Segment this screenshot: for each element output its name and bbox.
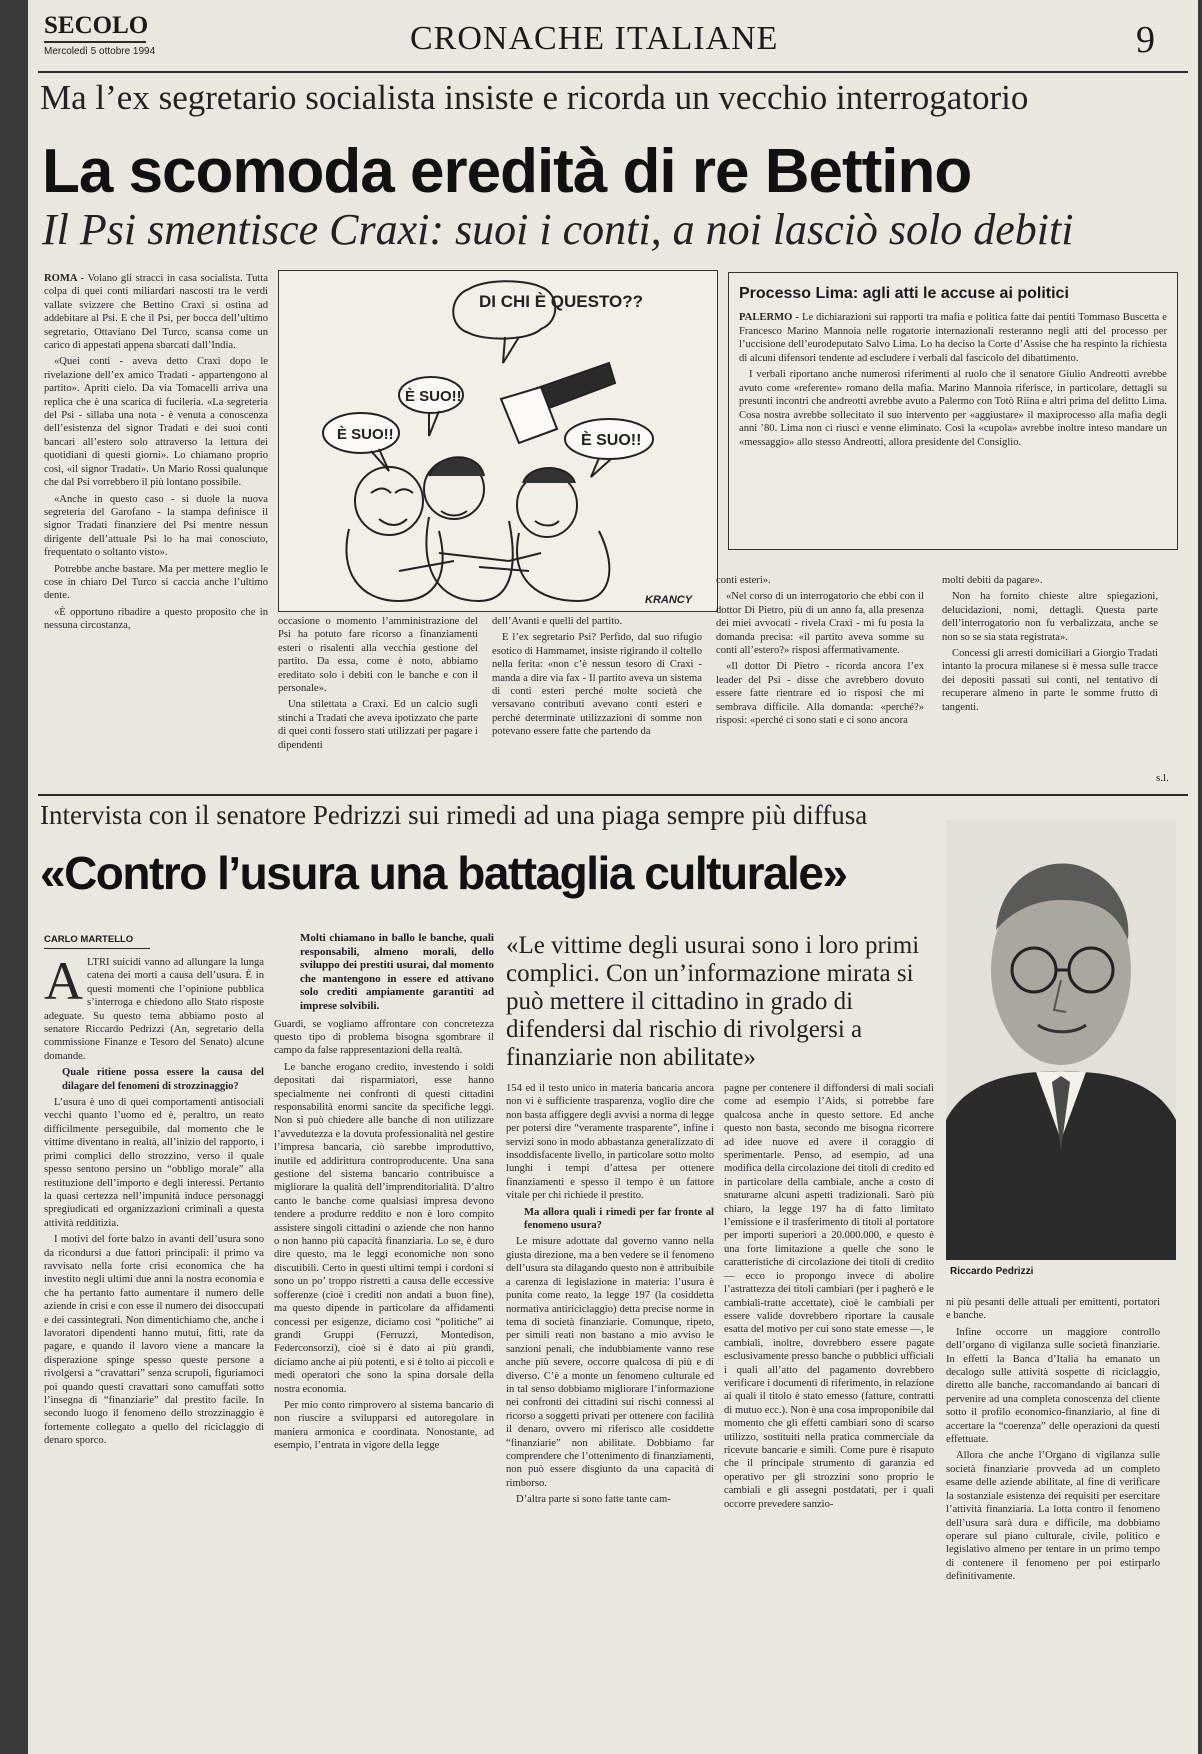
story1-column-5 [942,574,1158,774]
page-number: 9 [1136,19,1155,61]
paragraph: dell’Avanti e quelli del partito. [492,616,623,627]
cartoon-question-text: DI CHI È QUESTO?? [479,292,644,311]
paragraph: Guardi, se vogliamo affrontare con concretezza questo tipo di problema bisogna sgombrare il campo da false rappresentazioni della realtà. [274,1018,494,1057]
story2-column-2 [274,932,494,1746]
story1-column-2 [278,615,478,787]
section-title: CRONACHE ITALIANE [410,20,779,57]
paragraph: Le dichiarazioni sui rapporti tra mafia e politica fatte dai pentiti Tommaso Buscetta e Francesco Marino Mannoia nelle rogatorie internazionali resteranno negli atti del processo per l’uccisione dell’eurodeputato Salvo Lima. Lo ha deciso la Corte d’Assise che ha respinto la richiesta di alcuni difensori tendente ad escludere i verbali dal fascicolo del dibattimento. [739,312,1167,364]
cartoon-bubble-3: È SUO!! [581,432,642,449]
paragraph: I verbali riportano anche numerosi riferimenti al ruolo che il senatore Giulio Andreotti avrebbe avuto come «referente» romano della mafia. Marino Mannoia riferisce, in particolare, dettagli su presunti incontri che andreotti avrebbe avuto a Palermo con Totò Riina e altri prima del delitto Lima. Cosa nostra avrebbe sollecitato il suo intervento per «aggiustare» il maxiprocesso alla mafia degli anni ’80. Lima non ci riuscì e venne eliminato. Così la «cupola» avrebbe inoltre inteso mandare un «messaggio» allo stesso Andreotti, allora presidente del Consiglio. [739,369,1167,448]
paragraph: Potrebbe anche bastare. Ma per mettere meglio le cose in chiaro Del Turco si caccia anche l’ultimo dente. [44,563,268,602]
paragraph: Una stilettata a Craxi. Ed un calcio sugli stinchi a Tradati che aveva ipotizzato che parte di quei conti fossero stati utilizzati per pagare i dipendenti [278,699,478,751]
bold-lead: Molti chiamano in ballo le banche, quali responsabili, almeno morali, dello sviluppo dei prestiti usurai, dal momento che mantengono in essere ed attivano solo crediti ampiamente garantiti ad imprese solvibili. [300,932,494,1012]
masthead-underline [44,41,146,43]
drop-cap: A [44,956,83,1011]
paragraph: pagne per contenere il diffondersi di mali sociali come ad esempio l’Aids, si potrebbe fare qualcosa anche in questo settore. Ed anche questo non basta, secondo me bisogna ricorrere ad idee nuove ed avere il coraggio di sperimentarle. Penso, ad esempio, ad una modifica della circolazione dei titoli di credito ed in particolare della cambiale, anche a costo di snaturarne alcuni aspetti tradizionali. Sarò più chiaro, la legge 197 ha di fatto limitato l’emissione e il trasferimento di titoli al portatore per importi superiori a 20.000.000, e questo è una forte limitazione a quelle che sono le caratteristiche di circolazione dei titoli di credito — ecco io propongo invece di abolire l’astrattezza dei titoli cambiari (per i pagherò e le cambiali-tratte accettate), cioè le cambiali per essere valide dovrebbero riportare la causale esatta del motivo per cui sono state emesse —, le cambiali, inoltre, dovrebbero essere pagate esclusivamente presso banche o pubblici ufficiali i quali all’atto del pagamento dovrebbero verificare i documenti di riferimento, in relazione ai quali il titolo è stato emesso (fatture, contratti di mutuo ecc.). Non è una cosa improponibile dal momento che gli effetti cambiari sono di scarso utilizzo, sostituiti nella pratica commerciale da ricevute bancarie e simili. Come pure è risaputo che il principale strumento di garanzia ed operativo per gli strozzini sono proprio le cambiali e gli assegni postdatati, per i quali occorre prevedere sanzio- [724,1083,934,1510]
photo-caption: Riccardo Pedrizzi [950,1266,1034,1277]
paragraph: Le misure adottate dal governo vanno nella giusta direzione, ma a ben vedere se il fenomeno dell’usura sta dilagando questo non è attribuibile a carenza di legislazione in materia: l’usura è punita come reato, la legge 197 (la cosiddetta normativa antiriciclaggio) detta precise norme in tema di società finanziarie. Comunque, ripeto, per simili reati non bastano a mio avviso le sanzioni penali, che indubbiamente vanno rese anche più severe, occorre qualcosa di più e di diverso. C’è a monte un fenomeno culturale ed in tal senso dobbiamo migliorare l’informazione nei confronti dei cittadini sui rischi connessi al ricorso a soggetti privati per ottenere con facilità il denaro, ovvero mi riferisco alle cosiddette “finanziarie” non abilitate. Dobbiamo far comprendere che l’ottenimento di finanziamenti, non può essere disgiunto da una capacità di rimborso. [506,1236,714,1489]
pull-quote: «Le vittime degli usurai sono i loro primi complici. Con un’informazione mirata si può mettere il cittadino in grado di difendersi dal rischio di rivolgersi a finanziarie non abilitate» [506,932,920,1071]
question-1: Quale ritiene possa essere la causa del dilagare del fenomeni di strozzinaggio? [62,1067,264,1092]
story1-column-4 [716,574,924,787]
sidebar-box [728,272,1178,550]
paragraph: Concessi gli arresti domiciliari a Giorgio Tradati intanto la procura milanese si è messa sulle tracce dei depositi passati sui conti, nel tentativo di recuperare almeno in parte le somme frutto di tangenti. [942,648,1158,713]
masthead-rule [38,71,1188,73]
paragraph: ni più pesanti delle attuali per emittenti, portatori e banche. [946,1297,1160,1322]
cartoon-drawing [279,271,717,611]
paragraph: Allora che anche l’Organo di vigilanza sulle società finanziarie provveda ad un completo esame delle aziende abilitate, al fine di verificare la sostanziale esistenza dei requisiti per esercitare l’attività finanziaria. La lotta contro il fenomeno dell’usura sarà dura e difficile, ma dobbiamo operare sul piano culturale, civile, politico e legislativo almeno per tentare in un primo tempo di contenere il fenomeno per poi estirparlo definitivamente. [946,1450,1160,1583]
story2-column-3 [506,1082,714,1746]
cartoon-bubble-2: È SUO!! [405,388,462,405]
paragraph: Volano gli stracci in casa socialista. Tutta colpa di quei conti miliardari nascosti tra le verdi vallate svizzere che Bettino Craxi si ostina ad addebitare al Psi. E che il Psi, per bocca dell’ultimo segretario, Ottaviano Del Turco, scansa come un carico di appestati appena sbarcati dall’India. [44,273,268,352]
sidebar-dateline: PALERMO - [739,312,799,323]
story1-headline: La scomoda eredità di re Bettino [42,137,972,206]
story1-column-3 [492,615,702,787]
sidebar-text [739,311,1167,452]
story1-dateline: ROMA - [44,273,85,284]
story1-signature: s.l. [1156,772,1169,784]
paragraph: Infine occorre un maggiore controllo dell’organo di vigilanza sulle società finanziarie. In effetti la Banca d’Italia ha emanato un decalogo sulle attività sospette di riciclaggio, diretto alle banche, raccomandando ai bancari di pervenire ad una completa conoscenza del cliente sotto il profilo economico-finanziario, al fine di accertare la “coerenza” delle operazioni da questi effettuate. [946,1326,1160,1446]
paragraph: «Il dottor Di Pietro - ricorda ancora l’ex leader del Psi - disse che avrebbero dovuto essere fatte rientrare ed io risposi che mi sembrava difficile. Alla domanda: «perché?» risposi: «perché ci sono stati e ci sono ancora [716,661,924,727]
paragraph: I motivi del forte balzo in avanti dell’usura sono da ricondursi a due fattori principali: il primo va ravvisato nella forte crisi economica che ha investito negli ultimi due anni la nostra economia e che ha pertanto fatto aumentare il numero delle aziende in crisi e con esse il numero dei disoccupati e dei cassintegrati. Non dimentichiamo che, anche i lavoratori dipendenti hanno mutui, fitti, rate da pagare, e quando il lavoro viene a mancare la disperazione spinge spesso queste persone a rivolgersi a “cravattari” senza scrupoli, figuriamoci poi quando questi cravattari sono camuffati sotto l’insegna di “finanziarie” dal prestito facile. In secondo luogo il fenomeno dello strozzinaggio è fortemente collegato a quello del riciclaggio di denaro sporco. [44,1234,264,1447]
story-divider [38,794,1188,796]
sidebar-title: Processo Lima: agli atti le accuse ai politici [739,285,1069,302]
intro-paragraph: LTRI suicidi vanno ad allungare la lunga catena dei morti a causa dell’usura. È in questi momenti che l’opinione pubblica s’interroga e chiedono allo Stato risposte adeguate. Su questo tema abbiamo posto al senatore Riccardo Pedrizzi (An, segretario della commissione Finanze e Tesoro del Senato) alcune domande. [44,957,264,1062]
story2-column-1 [44,956,264,1746]
paragraph: «Anche in questo caso - si duole la nuova segreteria del Garofano - la stampa definisce il signor Tradati finanziere del Psi mentre nessun dirigente dell’attuale Psi lo ha mai conosciuto, frequentato o soltanto visto». [44,493,268,559]
story2-column-5 [946,1296,1160,1746]
story2-kicker: Intervista con il senatore Pedrizzi sui rimedi ad una piaga sempre più diffusa [40,800,868,830]
paragraph: Non ha fornito chieste altre spiegazioni, delucidazioni, nomi, dettagli. Questa parte dell’interrogatorio non fu verbalizzata, anche se non so se sia stata registrata». [942,591,1158,643]
story1-kicker: Ma l’ex segretario socialista insiste e ricorda un vecchio interrogatorio [40,78,1029,117]
paragraph: «Quei conti - aveva detto Craxi dopo le rivelazione dell’ex amico Tradati - appartengono al partito». Apriti cielo. Da via Tomacelli arriva una replica che è una scarica di fucileria. «La segreteria del Psi - sillaba una nota - è venuta a conoscenza dell’esistenza del signor Tradati e dei suoi conti bancari all’estero solo attraverso la lettura dei quotidiani di questi giorni». Lo chiamano proprio così, «il signor Tradati». Un Mario Rossi qualunque che dal Psi vorrebbero il più lontano possibile. [44,356,268,489]
portrait-image [946,820,1176,1260]
paragraph: E l’ex segretario Psi? Perfido, dal suo rifugio esotico di Hammamet, insiste rigirando il coltello nella ferita: «non c’è nessun tesoro di Craxi - manda a dire via fax - Il partito aveva un sistema di conti esteri perché molte società che versavano contributi avevano conti esteri e perché determinate utilizzazioni di somme non potevano essere fatte che partendo da [492,632,702,738]
paragraph: L’usura è uno di quei comportamenti antisociali vecchi quanto l’uomo ed è, peraltro, un reato difficilmente perseguibile, dal momento che le vittime diventano in realtà, all’inizio del rapporto, i primi complici dello strozzino, verso il quale spesso sentono persino un “obbligo morale” alla restituzione dell’importo e degli interessi. Pertanto la quasi certezza nell’impunità induce personaggi spregiudicati ed organizzazioni criminali a questa attività redditizia. [44,1097,264,1229]
paragraph: conti esteri». [716,575,771,586]
byline: CARLO MARTELLO [44,934,134,945]
story1-subhead: Il Psi smentisce Craxi: suoi i conti, a noi lasciò solo debiti [42,205,1074,254]
story2-headline: «Contro l’usura una battaglia culturale» [40,847,847,899]
paragraph: 154 ed il testo unico in materia bancaria ancora non vi è sufficiente trasparenza, voglio dire che non basta affiggere degli avvisi a norma di legge per potersi dire “veramente trasparente”, infine i servizi sono in modo abbastanza generalizzato di insoddisfacente livello, in particolare sotto molto lunghi i tempi d’attesa per ottenere finanziamenti e spesso il tempo è un fattore vitale per chi richiede il prestito. [506,1083,714,1202]
paragraph: Per mio conto rimprovero al sistema bancario di non riuscire a svilupparsi ed autoregolare in maniera armonica e coordinata. Nonostante, ad esempio, l’entrata in vigore della legge [274,1399,494,1452]
question-2: Ma allora quali i rimedi per far fronte al fenomeno usura? [524,1206,714,1232]
issue-date: Mercoledì 5 ottobre 1994 [44,46,156,57]
paragraph: «Nel corso di un interrogatorio che ebbi con il dottor Di Pietro, più di un anno fa, alla presenza dei miei avvocati - rivela Craxi - mi fu posta la domanda precisa: «il partito aveva somme su conti all’estero?» risposi affermativamente. [716,591,924,657]
byline-rule [44,948,150,949]
paragraph: D’altra parte si sono fatte tante cam- [516,1494,671,1506]
paragraph: occasione o momento l’amministrazione del Psi ha potuto fare ricorso a finanziamenti esteri o risalenti alla vecchia gestione del partito. Da essa, come è noto, abbiamo ereditato solo i debiti con le banche e con il personale». [278,616,478,695]
paper-name: SECOLO [44,12,149,39]
cartoon-frame [278,270,718,612]
cartoon-signature: KRANCY [645,594,693,606]
pedrizzi-photo [946,820,1176,1260]
paragraph: molti debiti da pagare». [942,575,1043,586]
paragraph: Le banche erogano credito, investendo i soldi depositati dai risparmiatori, esse hanno specialmente nei confronti di questi cittadini responsabilità enormi sancite da specifiche leggi. Non si può chiedere alle banche di non utilizzare l’avvedutezza e la dovuta professionalità nel gestire l’impresa bancaria, ciò sarebbe improduttivo, inutile ed addirittura controproducente. Una sana gestione del sistema bancario contribuisce a migliorare la qualità dell’imprenditorialità. D’altro canto le banche come qualsiasi impresa devono tendere a produrre reddito e non è loro compito assistere singoli cittadini o aziende che non hanno o non hanno più capacità finanziaria. Lo se, è duro dire questo, ma le leggi economiche non sono discutibili. Certo in questi ultimi tempi i cordoni si sono un po’ troppo ristretti a causa delle eccessive sofferenze (cioè i crediti non andati a buon fine), ma questo dipende in particolare da affidamenti concessi per esigenze, diciamo così “politiche” ai grandi Gruppi (Ferruzzi, Montedison, Federconsorzi), cioè si è dato ai più grandi, diciamo anche ai più potenti, e si è tolto ai piccoli e medi operatori che sono la spina dorsale della nostra economia. [274,1061,494,1395]
story1-column-1 [44,272,268,787]
paragraph: «È opportuno ribadire a questo proposito che in nessuna circostanza, [44,606,268,632]
newspaper-page [28,0,1198,1754]
column-2-text [274,1018,494,1453]
story2-column-4 [724,1082,934,1746]
cartoon-bubble-1: È SUO!! [337,426,394,443]
